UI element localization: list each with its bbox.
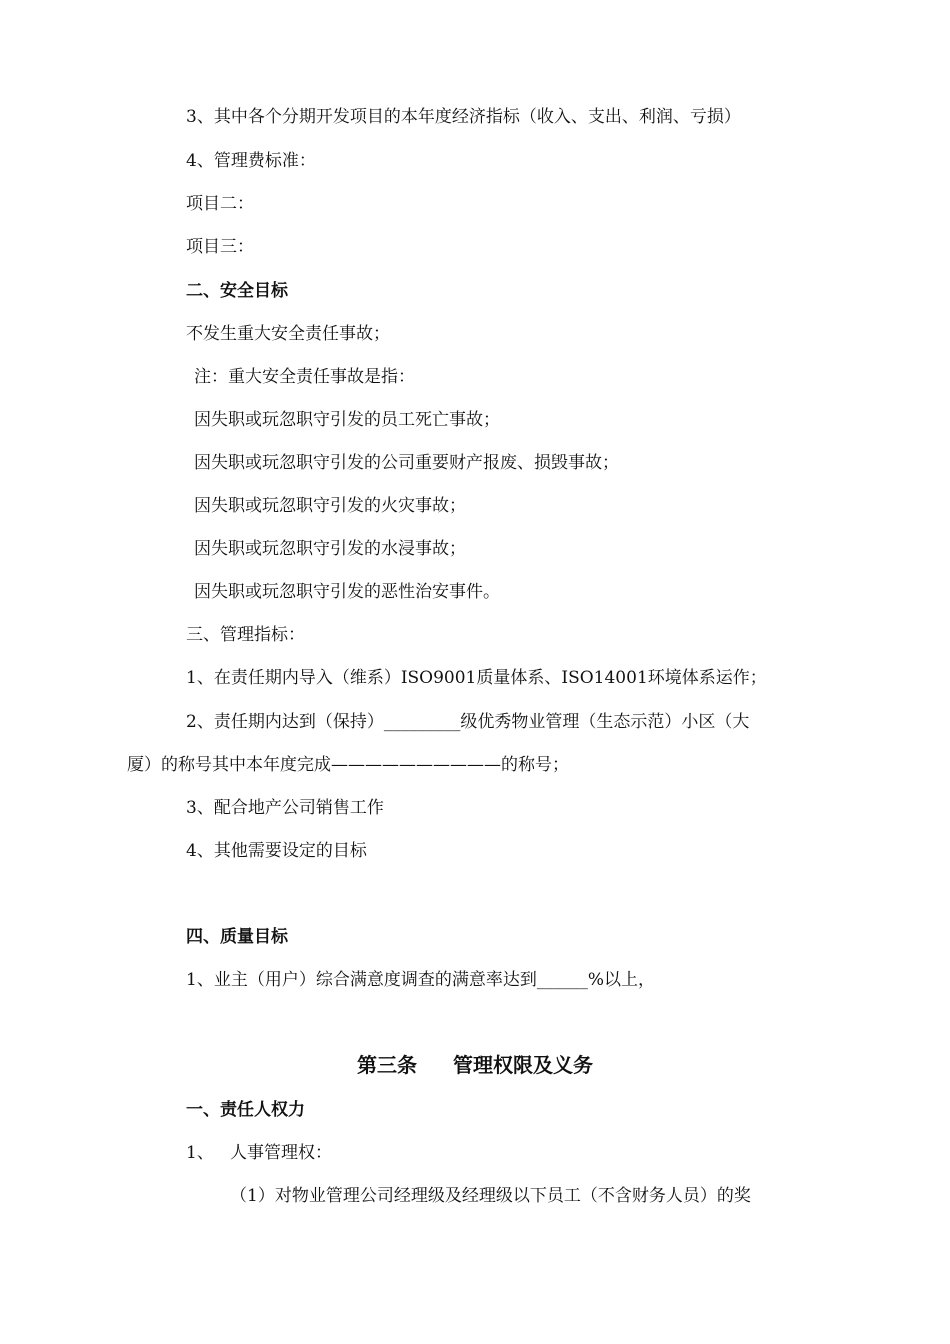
paragraph-project-three: 项目三：	[186, 237, 254, 257]
paragraph-economic-indicators: 3、其中各个分期开发项目的本年度经济指标（收入、支出、利润、亏损）	[186, 107, 741, 127]
article-heading: 管理权限及义务	[453, 1053, 593, 1077]
paragraph-satisfaction-rate: 1、业主（用户）综合满意度调查的满意率达到______%以上，	[186, 970, 655, 990]
paragraph-excellent-property-cont: 厦）的称号其中本年度完成——————————的称号；	[127, 755, 569, 775]
paragraph-management-fee: 4、管理费标准：	[186, 151, 316, 171]
paragraph-other-targets: 4、其他需要设定的目标	[186, 841, 367, 861]
section-heading-management-indicators: 三、管理指标：	[186, 625, 305, 645]
list-item-accident: 因失职或玩忽职守引发的恶性治安事件。	[194, 582, 500, 602]
paragraph-excellent-property: 2、责任期内达到（保持）_________级优秀物业管理（生态示范）小区（大	[186, 712, 750, 732]
section-heading-rights: 一、责任人权力	[186, 1100, 305, 1120]
paragraph-no-accident: 不发生重大安全责任事故；	[186, 324, 390, 344]
paragraph-staff-rewards: （1）对物业管理公司经理级及经理级以下员工（不含财务人员）的奖	[230, 1186, 751, 1206]
paragraph-project-two: 项目二：	[186, 194, 254, 214]
list-item-accident: 因失职或玩忽职守引发的公司重要财产报废、损毁事故；	[194, 453, 619, 473]
article-title	[0, 1051, 950, 1079]
list-item-accident: 因失职或玩忽职守引发的员工死亡事故；	[194, 410, 500, 430]
section-heading-quality: 四、质量目标	[186, 927, 288, 947]
article-number: 第三条	[357, 1053, 417, 1077]
paragraph-sales-support: 3、配合地产公司销售工作	[186, 798, 384, 818]
paragraph-note: 注：重大安全责任事故是指：	[194, 367, 415, 387]
paragraph-iso-systems: 1、在责任期内导入（维系）ISO9001质量体系、ISO14001环境体系运作；	[186, 668, 767, 688]
list-item-accident: 因失职或玩忽职守引发的火灾事故；	[194, 496, 466, 516]
section-heading-safety: 二、安全目标	[186, 281, 288, 301]
list-item-accident: 因失职或玩忽职守引发的水浸事故；	[194, 539, 466, 559]
paragraph-personnel-rights: 1、 人事管理权：	[186, 1143, 333, 1163]
